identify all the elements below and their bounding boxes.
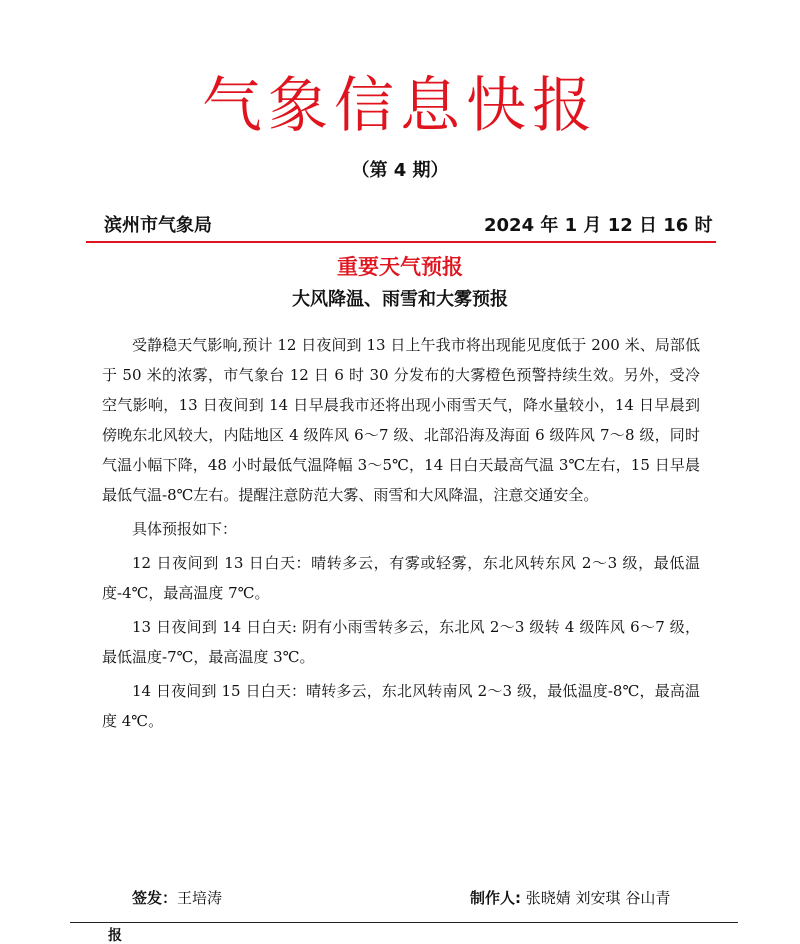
paragraph-forecast-day2: 13 日夜间到 14 日白天: 阴有小雨雪转多云，东北风 2～3 级转 4 级阵风 6～7 级，最低温度-7℃，最高温度 3℃。 (102, 618, 700, 666)
issuing-agency: 滨州市气象局 (104, 215, 212, 236)
paragraph-summary: 受静稳天气影响,预计 12 日夜间到 13 日上午我市将出现能见度低于 200 米、局部低于 50 米的浓雾，市气象台 12 日 6 时 30 分发布的大雾橙色预警持续生效。另外，受冷空气影响，13 日夜间到 14 日早晨我市还将出现小雨雪天气，降水量较小，14 日早晨到傍晚东北风较大，内陆地区 4 级阵风 6～7 级、北部沿海及海面 6 级阵风 7～8 级，同时气温小幅下降，48 小时最低气温降幅 3～5℃，14 日白天最高气温 3℃左右，15 日早晨最低气温-8℃左右。提醒注意防范大雾、雨雪和大风降温，注意交通安全。 (102, 336, 700, 504)
footer-divider (70, 922, 738, 923)
issue-datetime: 2024 年 1 月 12 日 16 时 (484, 215, 713, 236)
header-divider (86, 241, 716, 243)
signer (132, 886, 222, 910)
paragraph-intro: 具体预报如下： (132, 520, 238, 538)
makers-names: 张晓婧 刘安琪 谷山青 (525, 889, 671, 907)
signer-label: 签发： (132, 889, 178, 907)
makers-label: 制作人: (470, 889, 521, 907)
headline: 重要天气预报 (337, 255, 463, 279)
footer-fragment: 报 (108, 928, 122, 944)
document-title: 气象信息快报 (202, 71, 598, 141)
subheadline: 大风降温、雨雪和大雾预报 (292, 289, 508, 310)
forecast-body (102, 330, 700, 740)
signer-name: 王培涛 (177, 889, 223, 907)
makers (470, 886, 670, 910)
paragraph-forecast-day3: 14 日夜间到 15 日白天：晴转多云，东北风转南风 2～3 级，最低温度-8℃，最高温度 4℃。 (102, 682, 700, 730)
issue-number: （第 4 期） (351, 160, 449, 181)
paragraph-forecast-day1: 12 日夜间到 13 日白天：晴转多云，有雾或轻雾，东北风转东风 2～3 级，最低温度-4℃，最高温度 7℃。 (102, 554, 700, 602)
